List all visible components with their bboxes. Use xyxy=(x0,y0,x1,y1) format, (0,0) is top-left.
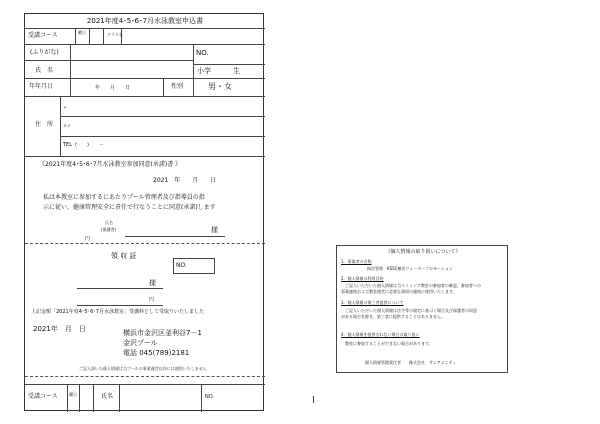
form-title: 2021年度4･5･6･7月水泳教室申込書 xyxy=(86,17,204,25)
receipt-date: 2021年 月 日 xyxy=(33,325,86,333)
name-label: 氏 名 xyxy=(35,67,54,74)
page-mark xyxy=(313,396,314,403)
receipt-note: 上記金額「2021年度4･5･6･7月水泳教室」受講料として受取りいたしました xyxy=(31,309,204,315)
no-label: NO. xyxy=(196,49,209,57)
course-day-label: 曜日 xyxy=(78,30,86,35)
stub-name-label: 氏名 xyxy=(101,393,114,400)
cut-line xyxy=(25,376,265,377)
privacy-section-1-title: 1．事業者の名称 xyxy=(341,259,372,264)
birth-fields: 年 月 日 xyxy=(95,85,131,91)
guardian-sub: (保護者) xyxy=(101,227,117,232)
privacy-section-2-body-2: 事業連絡および教室運営に必要な事項の連絡に使用いたします。 xyxy=(341,289,457,294)
cut-mark: 円 xyxy=(85,236,91,242)
zip-mark: 〒 xyxy=(63,105,67,110)
issuer-phone: 電話 045(789)2181 xyxy=(123,349,190,357)
issuer-name: 金沢プール xyxy=(123,339,158,347)
school-label: 小学 xyxy=(197,67,211,75)
consent-text-1: 私は本教室に参加するにあたりプール管理者及び指導員の指 xyxy=(43,194,205,201)
course-class-label: クラス名 xyxy=(107,32,123,37)
issuer-address: 横浜市金沢区釜利谷7－1 xyxy=(123,329,202,337)
address-label: 住 所 xyxy=(35,121,54,128)
receipt-name-suffix: 様 xyxy=(149,279,156,287)
gender-label: 性別 xyxy=(171,83,184,90)
privacy-section-3-body-2: がある場合を除き、第三者に提供することはありません。 xyxy=(341,314,446,319)
signature-line xyxy=(125,236,225,237)
receipt-title: 領 収 証 xyxy=(111,252,137,260)
consent-date: 2021 年 月 日 xyxy=(153,177,217,184)
stub-no-label: NO. xyxy=(205,394,215,400)
application-form xyxy=(24,13,264,411)
privacy-section-2-body-1: ご記入いただいた個人情報は当スイミング教室の参加者の確認、参加者への xyxy=(345,283,481,288)
privacy-title: 《個人情報の取り扱いについて》 xyxy=(385,249,461,255)
grade-label: 生 xyxy=(233,67,240,75)
privacy-section-1-body: 指定管理 KSSC横浜ウォータープロモーション xyxy=(367,266,453,271)
footer-note: ご記入頂いた個人情報は当プールの事業運営以外には使用いたしません xyxy=(79,366,207,371)
privacy-section-2-title: 2．個人情報の利用目的 xyxy=(341,276,384,281)
privacy-notice xyxy=(336,245,508,373)
address-kana-label: カナ xyxy=(63,123,71,128)
gender-value: 男・女 xyxy=(208,82,232,91)
privacy-section-4-body: 教室に参加することができない場合があります。 xyxy=(345,341,433,346)
privacy-section-3-body-1: ご記入いただいた個人情報は法令等の規定に基づく場合及び保護者の同意 xyxy=(345,308,477,313)
birth-label: 年年月日 xyxy=(29,83,54,90)
receipt-no: NO. xyxy=(176,262,187,269)
consent-title: 《2021年度4･5･6･7月水泳教室参加同意(承諾)書 》 xyxy=(39,161,182,168)
receipt-amount-suffix: 円 xyxy=(149,297,155,303)
stub-course-label: 受講コース xyxy=(28,393,58,400)
consent-text-2: 示に従い、健康管理安全に責任で行なうことに同意(承諾)します xyxy=(43,204,216,211)
phone-format: ( ) － xyxy=(75,142,104,148)
course-label: 受講コース xyxy=(28,32,58,39)
phone-label: TEL xyxy=(63,142,72,148)
privacy-section-3-title: 3．個人情報の第三者提供について xyxy=(341,300,404,305)
divider xyxy=(25,28,265,29)
stub-day-label: 曜日 xyxy=(69,392,77,397)
privacy-manager: 個人情報管理責任者 株式会社 サンアメニティ xyxy=(365,360,457,365)
furigana-label: (ふりがな) xyxy=(30,49,59,56)
signature-suffix: 様 xyxy=(211,226,218,234)
privacy-section-4-title: 4．個人情報を提供されない場合の取り扱い xyxy=(341,332,420,337)
cut-line xyxy=(25,243,265,244)
guardian-label: 氏名 xyxy=(105,220,113,225)
